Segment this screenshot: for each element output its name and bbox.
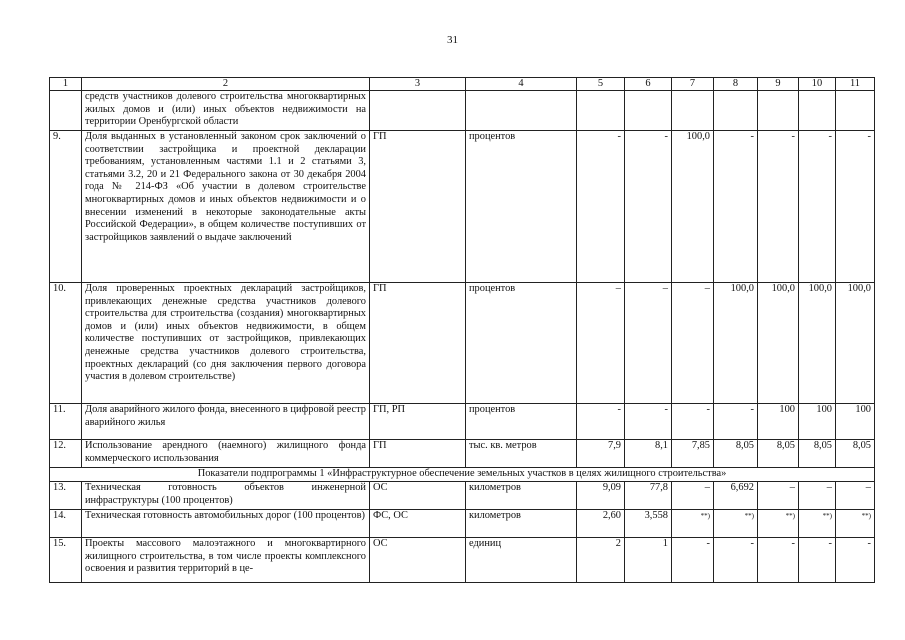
indicator-name: Доля выданных в установленный законом срок заключений о соответствии застройщика и проектной декларации требованиям, установленным частями 1.1 и 2 статьями 3, статьями 3.2, 20 и 21 Федерального закона от 30 декабря 2004 года № 214-ФЗ «Об участии в долевом строительстве многоквартирных домов и иных объектов недвижимости и о внесении изменений в некоторые законодательные акты Российской Федерации», в общем количестве поступивших от застройщиков заявлений о выдаче заключений bbox=[82, 131, 370, 283]
row-number: 13. bbox=[50, 482, 82, 510]
value-cell: 100 bbox=[836, 404, 875, 440]
value-cell: **) bbox=[714, 510, 758, 538]
value-cell: 8,1 bbox=[625, 440, 672, 468]
section-title: Показатели подпрограммы 1 «Инфраструктурное обеспечение земельных участков в целях жилищного строительства» bbox=[50, 468, 875, 482]
value-cell: - bbox=[714, 404, 758, 440]
value-cell bbox=[625, 91, 672, 131]
indicator-name: Использование арендного (наемного) жилищного фонда коммерческого использования bbox=[82, 440, 370, 468]
row-number: 14. bbox=[50, 510, 82, 538]
value-cell: 6,692 bbox=[714, 482, 758, 510]
table-row bbox=[50, 283, 875, 404]
value-cell: - bbox=[714, 131, 758, 283]
responsible bbox=[370, 91, 466, 131]
value-cell: - bbox=[577, 131, 625, 283]
value-cell: 1 bbox=[625, 538, 672, 583]
row-number bbox=[50, 91, 82, 131]
row-number: 11. bbox=[50, 404, 82, 440]
row-number: 10. bbox=[50, 283, 82, 404]
table-row bbox=[50, 510, 875, 538]
value-cell: – bbox=[625, 283, 672, 404]
responsible: ФС, ОС bbox=[370, 510, 466, 538]
responsible: ГП bbox=[370, 440, 466, 468]
indicator-name: Доля аварийного жилого фонда, внесенного в цифровой реестр аварийного жилья bbox=[82, 404, 370, 440]
responsible: ГП bbox=[370, 283, 466, 404]
responsible: ОС bbox=[370, 482, 466, 510]
table-row bbox=[50, 91, 875, 131]
value-cell: 8,05 bbox=[836, 440, 875, 468]
row-number: 15. bbox=[50, 538, 82, 583]
value-cell: 7,85 bbox=[672, 440, 714, 468]
value-cell bbox=[836, 91, 875, 131]
value-cell: 100,0 bbox=[714, 283, 758, 404]
value-cell: 100,0 bbox=[836, 283, 875, 404]
table-row bbox=[50, 538, 875, 583]
indicator-name: Техническая готовность автомобильных дорог (100 процентов) bbox=[82, 510, 370, 538]
table-row bbox=[50, 404, 875, 440]
value-cell bbox=[799, 91, 836, 131]
value-cell: 7,9 bbox=[577, 440, 625, 468]
header-cell: 3 bbox=[370, 78, 466, 91]
value-cell: 100,0 bbox=[799, 283, 836, 404]
header-cell: 5 bbox=[577, 78, 625, 91]
indicators-table bbox=[49, 77, 875, 583]
value-cell: 2,60 bbox=[577, 510, 625, 538]
indicator-name: Проекты массового малоэтажного и многоквартирного жилищного строительства, в том числе проекты комплексного освоения и развития территорий в це- bbox=[82, 538, 370, 583]
value-cell: – bbox=[836, 482, 875, 510]
value-cell: – bbox=[799, 482, 836, 510]
header-cell: 6 bbox=[625, 78, 672, 91]
table-row bbox=[50, 131, 875, 283]
table-row bbox=[50, 482, 875, 510]
value-cell: - bbox=[625, 404, 672, 440]
header-row bbox=[50, 78, 875, 91]
value-cell: **) bbox=[758, 510, 799, 538]
unit: единиц bbox=[466, 538, 577, 583]
value-cell: - bbox=[836, 131, 875, 283]
table-row bbox=[50, 440, 875, 468]
value-cell: 8,05 bbox=[799, 440, 836, 468]
value-cell bbox=[758, 91, 799, 131]
header-cell: 9 bbox=[758, 78, 799, 91]
value-cell bbox=[577, 91, 625, 131]
unit bbox=[466, 91, 577, 131]
responsible: ГП, РП bbox=[370, 404, 466, 440]
value-cell bbox=[714, 91, 758, 131]
unit: процентов bbox=[466, 131, 577, 283]
value-cell: - bbox=[625, 131, 672, 283]
value-cell: – bbox=[672, 482, 714, 510]
value-cell: - bbox=[672, 404, 714, 440]
header-cell: 2 bbox=[82, 78, 370, 91]
unit: тыс. кв. метров bbox=[466, 440, 577, 468]
header-cell: 1 bbox=[50, 78, 82, 91]
value-cell bbox=[672, 91, 714, 131]
header-cell: 7 bbox=[672, 78, 714, 91]
page-number: 31 bbox=[447, 34, 458, 46]
value-cell: - bbox=[577, 404, 625, 440]
indicator-name: Доля проверенных проектных деклараций застройщиков, привлекающих денежные средства участников долевого строительства для строительства (создания) многоквартирных домов и (или) иных объектов недвижимости, в общем количестве поступивших от застройщиков, привлекающих денежные средства участников долевого строительства, проектных деклараций (со дня заключения первого договора участия в долевом строительстве) bbox=[82, 283, 370, 404]
value-cell: - bbox=[799, 131, 836, 283]
header-cell: 4 bbox=[466, 78, 577, 91]
header-cell: 11 bbox=[836, 78, 875, 91]
value-cell: **) bbox=[672, 510, 714, 538]
value-cell: 8,05 bbox=[714, 440, 758, 468]
row-number: 9. bbox=[50, 131, 82, 283]
value-cell: 2 bbox=[577, 538, 625, 583]
value-cell: 100,0 bbox=[672, 131, 714, 283]
unit: процентов bbox=[466, 283, 577, 404]
row-number: 12. bbox=[50, 440, 82, 468]
indicator-name: средств участников долевого строительства многоквартирных жилых домов и (или) иных объектов недвижимости на территории Оренбургской области bbox=[82, 91, 370, 131]
value-cell: - bbox=[714, 538, 758, 583]
value-cell: 8,05 bbox=[758, 440, 799, 468]
value-cell: - bbox=[799, 538, 836, 583]
value-cell: **) bbox=[799, 510, 836, 538]
value-cell: - bbox=[758, 131, 799, 283]
value-cell: 3,558 bbox=[625, 510, 672, 538]
value-cell: – bbox=[577, 283, 625, 404]
value-cell: – bbox=[758, 482, 799, 510]
value-cell: 100 bbox=[758, 404, 799, 440]
unit: километров bbox=[466, 510, 577, 538]
value-cell: – bbox=[672, 283, 714, 404]
indicator-name: Техническая готовность объектов инженерной инфраструктуры (100 процентов) bbox=[82, 482, 370, 510]
value-cell: - bbox=[758, 538, 799, 583]
value-cell: 9,09 bbox=[577, 482, 625, 510]
value-cell: **) bbox=[836, 510, 875, 538]
value-cell: 77,8 bbox=[625, 482, 672, 510]
unit: процентов bbox=[466, 404, 577, 440]
value-cell: 100,0 bbox=[758, 283, 799, 404]
value-cell: - bbox=[672, 538, 714, 583]
section-row bbox=[50, 468, 875, 482]
unit: километров bbox=[466, 482, 577, 510]
value-cell: - bbox=[836, 538, 875, 583]
responsible: ОС bbox=[370, 538, 466, 583]
header-cell: 8 bbox=[714, 78, 758, 91]
header-cell: 10 bbox=[799, 78, 836, 91]
value-cell: 100 bbox=[799, 404, 836, 440]
responsible: ГП bbox=[370, 131, 466, 283]
